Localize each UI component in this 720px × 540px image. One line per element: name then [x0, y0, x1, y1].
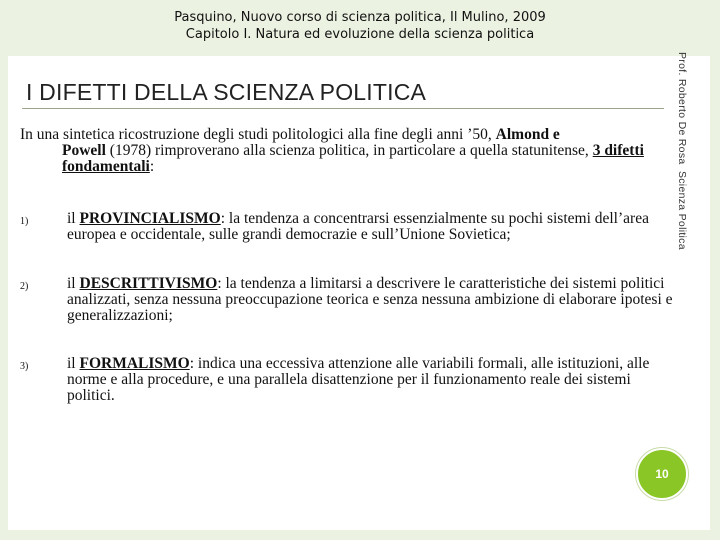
page-number-badge: 10	[636, 448, 688, 500]
list-item-number: 3)	[20, 361, 29, 372]
list-item-number: 2)	[20, 281, 29, 292]
intro-authors-1: Almond e	[495, 126, 560, 143]
title-divider	[22, 108, 664, 109]
header-line-2: Capitolo I. Natura ed evoluzione della scienza politica	[185, 27, 535, 42]
intro-paragraph	[20, 127, 670, 175]
intro-authors-2: Powell	[62, 142, 106, 159]
list-item-prefix: il	[67, 355, 80, 372]
slide-title: I DIFETTI DELLA SCIENZA POLITICA	[26, 79, 427, 105]
list-item-keyword: FORMALISMO	[79, 355, 190, 372]
list-item-number: 1)	[20, 216, 29, 227]
intro-text-2: (1978) rimproverano alla scienza politica, in particolare a quella statunitense,	[105, 142, 593, 159]
slide-header	[0, 9, 720, 43]
list-item-text	[67, 211, 682, 243]
sidebar-author: Prof. Roberto De Rosa	[676, 52, 688, 165]
list-item-prefix: il	[67, 275, 80, 292]
intro-difetti: 3 difetti fondamentali	[62, 142, 644, 175]
intro-end: :	[149, 158, 155, 175]
slide-frame-right	[710, 0, 720, 540]
slide-frame-bottom	[0, 530, 720, 540]
intro-text-1: In una sintetica ricostruzione degli studi politologici alla fine degli anni ’50,	[20, 126, 496, 143]
sidebar-course: Scienza Politica	[676, 170, 688, 250]
intro-indent-block	[20, 143, 670, 175]
list-item-keyword: DESCRITTIVISMO	[79, 275, 218, 292]
list-item-prefix: il	[67, 210, 80, 227]
list-item-keyword: PROVINCIALISMO	[79, 210, 221, 227]
list-item-text	[67, 356, 682, 404]
list-item-text	[67, 276, 682, 324]
list-item-description: : indica una eccessiva attenzione alle variabili formali, alle istituzioni, alle norme e alla procedure, e una parallela disattenzione per il funzionamento reale dei sistemi politici.	[67, 355, 650, 404]
slide-frame-left	[0, 0, 8, 540]
header-line-1: Pasquino, Nuovo corso di scienza politica, Il Mulino, 2009	[174, 10, 546, 25]
list-item-description: : la tendenza a limitarsi a descrivere le caratteristiche dei sistemi politici analizzati, senza nessuna preoccupazione teorica e senza nessuna ambizione di elaborare ipotesi e generalizzazioni;	[67, 275, 673, 324]
sidebar-vertical-text	[676, 52, 688, 277]
list-item-description: : la tendenza a concentrarsi essenzialmente su pochi sistemi dell’area europea e occidentale, sulle grandi democrazie e sull’Unione Sovietica;	[67, 210, 649, 243]
